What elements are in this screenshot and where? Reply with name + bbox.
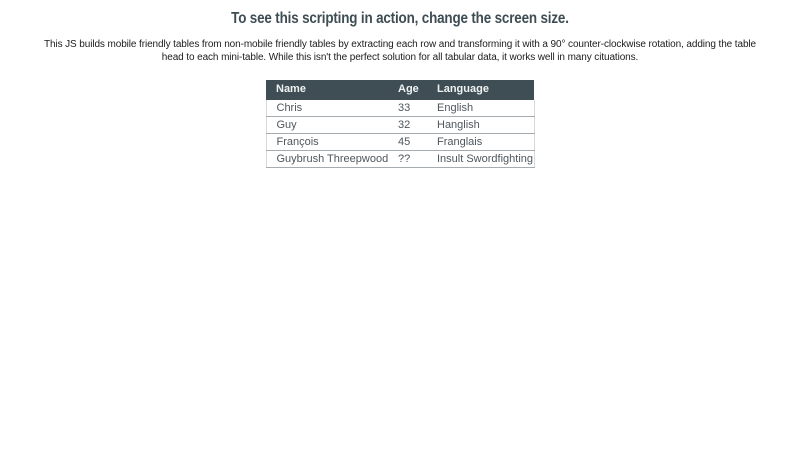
cell-name: François: [266, 134, 388, 151]
table-row: [266, 100, 534, 117]
cell-language: Insult Swordfighting: [427, 151, 534, 168]
cell-age: 32: [388, 117, 427, 134]
cell-name: Guy: [266, 117, 388, 134]
cell-age: 33: [388, 100, 427, 117]
description: [10, 38, 790, 64]
page-title-text: To see this scripting in action, change the screen size.: [231, 10, 569, 27]
description-line-2: head to each mini-table. While this isn't the perfect solution for all tabular data, it works well in many cituations.: [161, 52, 639, 63]
cell-language: Hanglish: [427, 117, 534, 134]
cell-language: Franglais: [427, 134, 534, 151]
description-line-1: This JS builds mobile friendly tables from non-mobile friendly tables by extracting each row and transforming it with a 90° counter-clockwise rotation, adding the table: [43, 39, 756, 50]
table-row: [266, 151, 534, 168]
cell-name: Chris: [266, 100, 388, 117]
table-header-row: [266, 80, 534, 100]
table-row: [266, 134, 534, 151]
cell-age: 45: [388, 134, 427, 151]
page-title: [0, 10, 800, 27]
table-row: [266, 117, 534, 134]
cell-age: ??: [388, 151, 427, 168]
demo-page: [0, 10, 800, 450]
cell-name: Guybrush Threepwood: [266, 151, 388, 168]
column-header-age: Age: [388, 80, 427, 100]
column-header-language: Language: [427, 80, 534, 100]
cell-language: English: [427, 100, 534, 117]
column-header-name: Name: [266, 80, 388, 100]
people-table: [266, 80, 535, 168]
